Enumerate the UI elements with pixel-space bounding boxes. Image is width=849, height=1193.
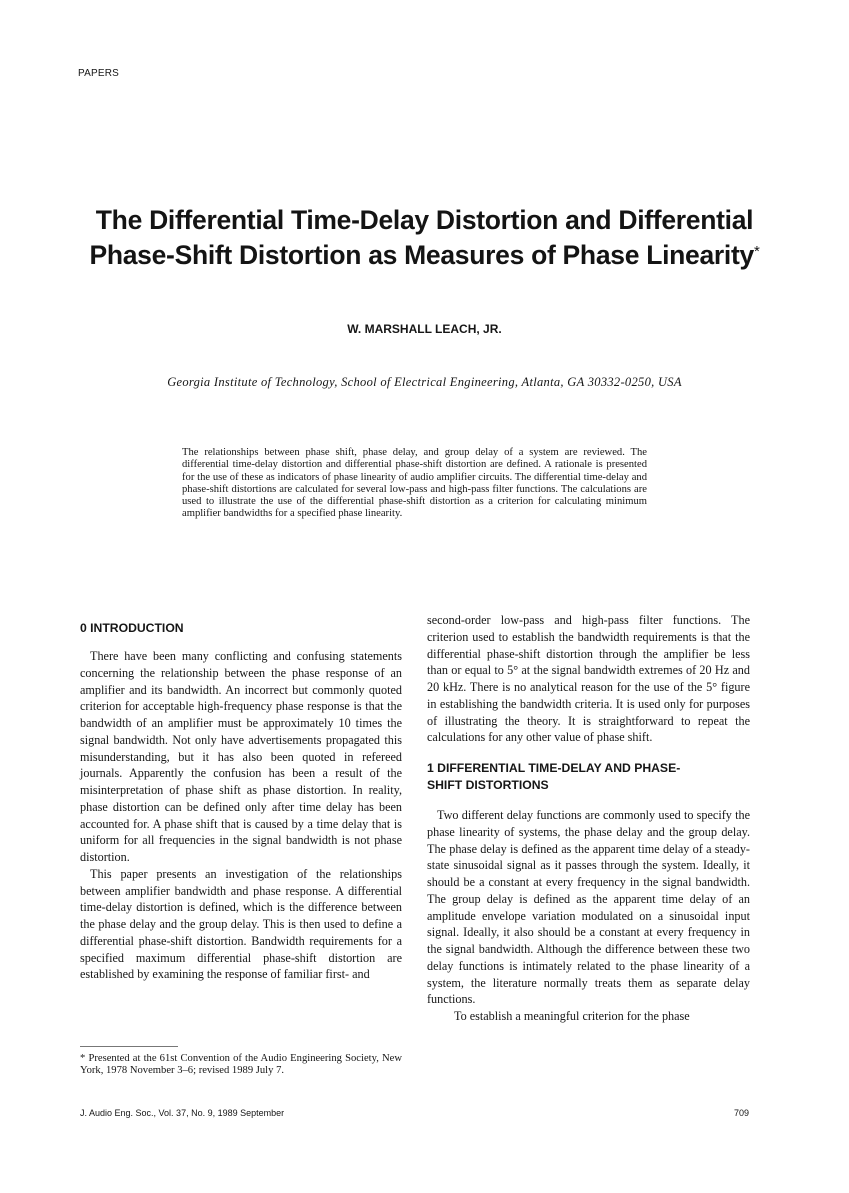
- footnote: * Presented at the 61st Convention of the Audio Engineering Society, New York, 1978 November 3–6; revised 1989 July 7.: [80, 1053, 402, 1077]
- right-column: [427, 612, 750, 1025]
- paragraph-continued: second-order low-pass and high-pass filter functions. The criterion used to establish the bandwidth requirements is that the differential phase-shift distortion through the amplifier be less than or equal to 5° at the signal bandwidth extremes of 20 Hz and 20 kHz. There is no analytical reason for the use of the 5° figure in establishing the bandwidth criteria. It is used only for purposes of illustrating the theory. It is straightforward to repeat the calculations for any other value of phase shift.: [427, 613, 750, 745]
- section-heading-1-line-2: SHIFT DISTORTIONS: [427, 778, 549, 792]
- footnote-divider: [80, 1046, 178, 1047]
- title-line-2: Phase-Shift Distortion as Measures of Phase Linearity: [89, 240, 754, 270]
- paragraph: Two different delay functions are commonly used to specify the phase linearity of systems, the phase delay and the group delay. The phase delay is defined as the apparent time delay of a steady-state sinusoidal signal as it passes through the system. Ideally, it should be a constant at every frequency in the signal bandwidth. The group delay is defined as the apparent time delay of an amplitude envelope variation modulated on a sinusoidal input signal. Ideally, it also should be a constant at every frequency in the signal bandwidth. Although the difference between these two delay functions is intimately related to the phase linearity of a system, the literature normally treats them as separate delay functions.: [427, 808, 750, 1007]
- paragraph: There have been many conflicting and confusing statements concerning the relationship between the phase response of an amplifier and its bandwidth. An incorrect but commonly quoted criterion for acceptable high-frequency phase response is that the bandwidth of an amplifier must be approximately 10 times the signal bandwidth. Not only have advertisements propagated this misunderstanding, but it has also been quoted in refereed journals. Apparently the confusion has been a result of the misinterpretation of phase shift as phase distortion. In reality, phase distortion can be defined only after time delay has been accounted for. A phase shift that is caused by a time delay that is uniform for all frequencies in the signal bandwidth is not phase distortion.: [80, 649, 402, 864]
- paragraph: To establish a meaningful criterion for the phase: [454, 1009, 690, 1023]
- paragraph: This paper presents an investigation of the relationships between amplifier bandwidth and phase response. A differential time-delay distortion is defined, which is the difference between the phase delay and the group delay. This is then used to define a differential phase-shift distortion. Bandwidth requirements for a specified maximum differential phase-shift distortion are established by examining the response of familiar first- and: [80, 866, 402, 982]
- section-heading-1-line-1: 1 DIFFERENTIAL TIME-DELAY AND PHASE-: [427, 761, 681, 775]
- section-heading-1: [427, 760, 750, 794]
- author-name: W. MARSHALL LEACH, JR.: [347, 322, 502, 336]
- section-heading-introduction: 0 INTRODUCTION: [80, 621, 184, 635]
- left-column: [80, 620, 402, 983]
- title-line-1: The Differential Time-Delay Distortion and Differential: [95, 205, 754, 235]
- title-footnote-mark: *: [753, 243, 760, 260]
- affiliation: Georgia Institute of Technology, School of Electrical Engineering, Atlanta, GA 30332-0250, USA: [167, 375, 682, 389]
- abstract: The relationships between phase shift, phase delay, and group delay of a system are reviewed. The differential time-delay distortion and differential phase-shift distortion are defined. A rationale is presented for the use of these as indicators of phase linearity of audio amplifier circuits. The differential time-delay and phase-shift distortions are calculated for several low-pass and high-pass filter functions. The calculations are used to illustrate the use of the differential phase-shift distortion as a criterion for calculating minimum amplifier bandwidths for a specified phase linearity.: [182, 447, 647, 520]
- page-number: 709: [733, 1108, 749, 1118]
- journal-citation: J. Audio Eng. Soc., Vol. 37, No. 9, 1989 September: [80, 1108, 285, 1118]
- running-header: PAPERS: [78, 68, 120, 79]
- paper-title: [60, 203, 789, 273]
